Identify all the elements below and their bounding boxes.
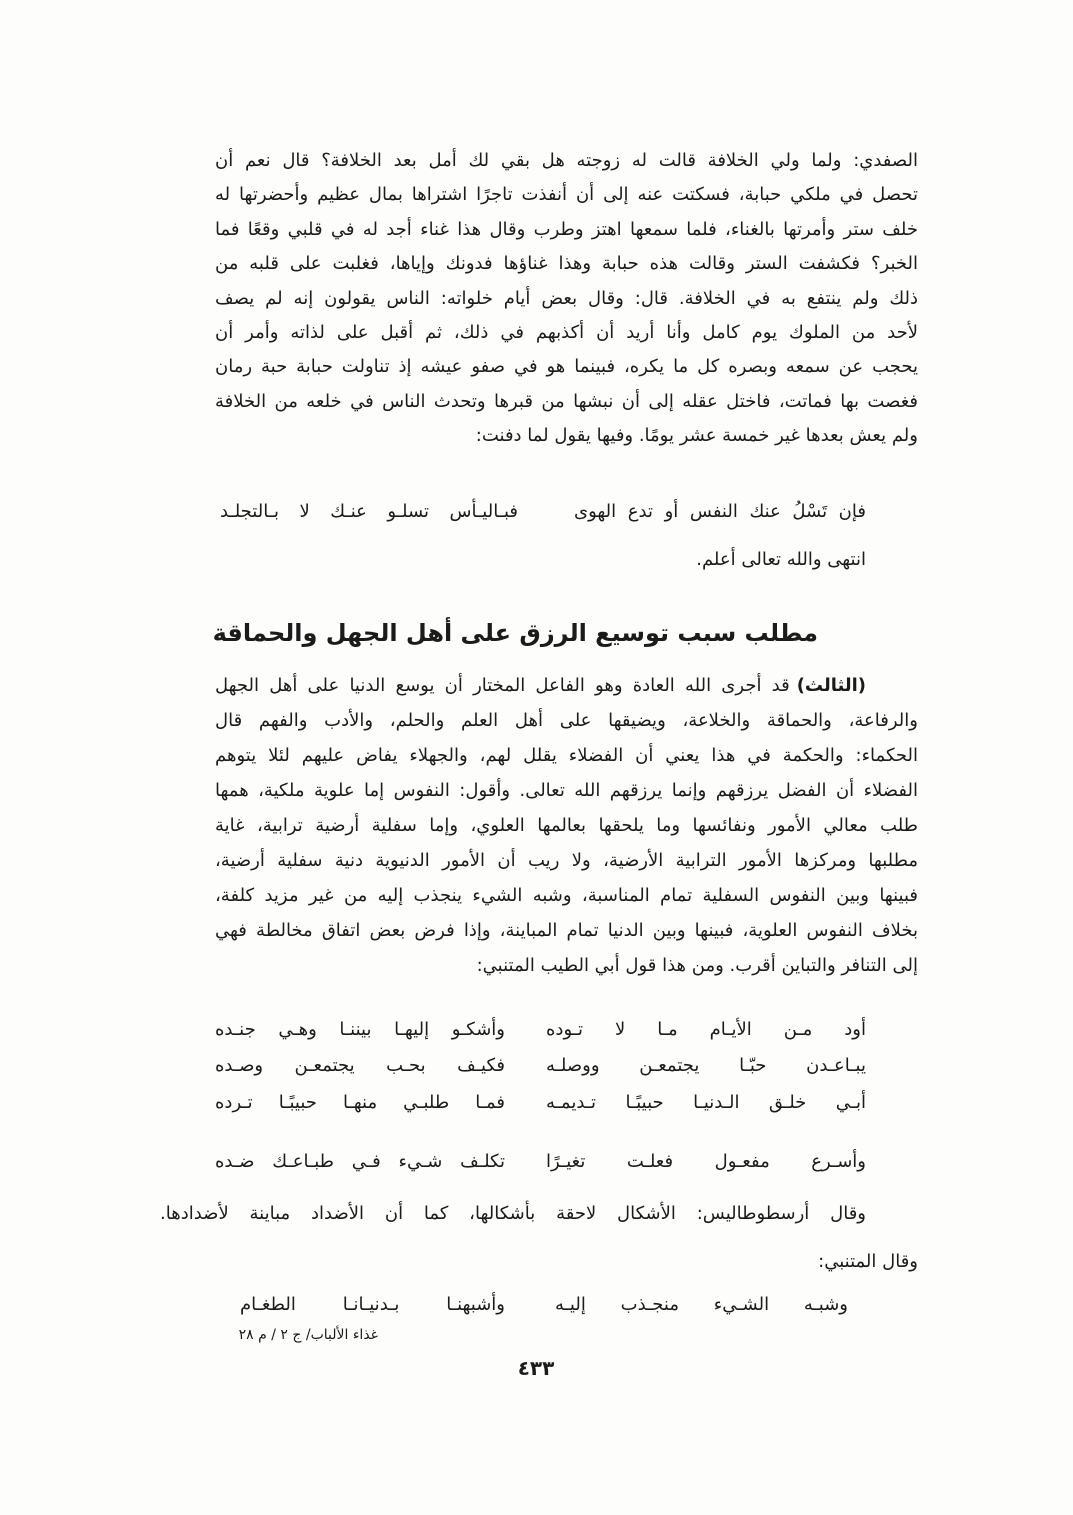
paragraph-1-line: ولم يعش بعدها غير خمسة عشر يومًا. وفيها يقول لما دفنت: <box>475 425 918 447</box>
paragraph-2-line: والرفاعة، والحماقة والخلاعة، ويضيقها على أهل العلم والحلم، والأدب والفهم قال <box>215 710 918 731</box>
verse-right-hemistich: وأسـرع مفعـول فعلـت تغيـرًا <box>546 1151 866 1172</box>
paragraph-1-line: ذلك ولم ينتفع به في الخلافة. قال: وقال بعض أيام خلواته: الناس يقولون إنه لم يصف <box>215 287 918 309</box>
aristotle-line: وقال أرسطوطاليس: الأشكال لاحقة بأشكالها، كما أن الأضداد مباينة لأضدادها. <box>160 1203 866 1224</box>
verse-3-right-hemistich: وشبـه الشـيء منجـذب إليـه <box>555 1294 848 1315</box>
paragraph-2-line: فبينها وبين النفوس السفلية تمام المناسبة، وشبه الشيء ينجذب إليه من غير مزيد كلفة، <box>215 885 918 906</box>
verse-1-right-hemistich: فإن تَسْلُ عنك النفس أو تدع الهوى <box>574 501 866 522</box>
paragraph-2-first-line <box>215 668 918 703</box>
paragraph-2-line: الحكماء: والحكمة في هذا يعني أن الفضلاء يقلل لهم، والجهلاء يفاض عليهم لئلا يتوهم <box>215 745 918 766</box>
section-heading: مطلب سبب توسيع الرزق على أهل الجهل والحماقة <box>212 619 818 647</box>
paragraph-1-line: الصفدي: ولما ولي الخلافة قالت له زوجته هل بقي لك أمل بعد الخلافة؟ قال نعم أن <box>215 150 918 171</box>
paragraph-1-line: يحجب عن سمعه وبصره كل ما يكره، فبينما هو في صفو عيشه إذ تناولت حبابة حبة رمان <box>215 356 918 378</box>
paragraph-1-line: خلف ستر وأمرتها بالغناء، فلما سمعها اهتز وطرب وقال هذا غناء أجد له في قلبي وقعًا فما <box>215 218 918 240</box>
paragraph-2-line: الفضلاء أن الفضل يرزقهم وإنما يرزقهم الله تعالى. وأقول: النفوس إما علوية ملكية، همها <box>215 780 918 801</box>
page-number: ٤٣٣ <box>517 1356 555 1380</box>
paragraph-2-line: بخلاف النفوس العلوية، فبينها وبين الدنيا تمام المباينة، وإذا فرض بعض اتفاق مخالطة فهي <box>215 920 918 941</box>
paragraph-2-lead: (الثالث) <box>796 675 866 696</box>
verse-left-hemistich: وأشكـو إليهـا بيننـا وهـي جنـده <box>215 1019 505 1040</box>
mutanabbi-intro: وقال المتنبي: <box>818 1251 918 1272</box>
paragraph-1-line: تحصل في ملكي حبابة، فسكتت عنه إلى أن أنفذت تاجرًا اشتراها بمال عظيم وأحضرتها له <box>215 184 918 206</box>
verse-3-left-hemistich: وأشبهنـا بـدنيـانـا الطغـام <box>240 1294 505 1315</box>
verse-right-hemistich: أود مـن الأيـام مـا لا تـوده <box>546 1019 866 1040</box>
paragraph-1-line: لأحد من الملوك يوم كامل وأنا أريد أن أكذبهم في ذلك، ثم أقبل على لذاته وأمر أن <box>215 321 918 343</box>
paragraph-2 <box>215 668 918 983</box>
verse-left-hemistich: فمـا طلبـي منهـا حبيبًـا تـرده <box>215 1092 505 1113</box>
paragraph-2-first-line-text: قد أجرى الله العادة وهو الفاعل المختار أن يوسع الدنيا على أهل الجهل <box>215 675 790 696</box>
paragraph-1-line: فغصت بها فماتت، فاختل عقله إلى أن نبشها من قبرها وتحدث الناس في خلعه من الخلافة <box>215 390 918 412</box>
paragraph-2-line: إلى التنافر والتباين أقرب. ومن هذا قول أبي الطيب المتنبي: <box>476 955 918 976</box>
paragraph-1 <box>215 144 918 454</box>
paragraph-2-line: طلب معالي الأمور ونفائسها وما يلحقها بعالمها العلوي، وإما سفلية أرضية ترابية، غاية <box>215 815 918 836</box>
verse-left-hemistich: فكيـف بحـب يجتمعـن وصـده <box>215 1055 505 1076</box>
verse-1-left-hemistich: فبـاليـأس تسلـو عنـك لا بـالتجلـد <box>220 501 518 522</box>
paragraph-2-line: مطلبها ومركزها الأمور الترابية الأرضية، ولا ريب أن الأمور الدنيوية دنية سفلية أرضية، <box>215 850 918 871</box>
paragraph-1-line: الخبر؟ فكشفت الستر وقالت هذه حبابة وهذا غناؤها فدونك وإياها، فغلبت على قلبه من <box>215 253 918 275</box>
closing-line: انتهى والله تعالى أعلم. <box>696 549 866 570</box>
verse-right-hemistich: أبـي خلـق الـدنيـا حبيبًـا تـديمـه <box>546 1092 866 1113</box>
verse-left-hemistich: تكلـف شـيء فـي طبـاعـك ضـده <box>215 1151 505 1172</box>
footer-signature: غذاء الألباب/ ج ٢ / م ٢٨ <box>238 1327 378 1343</box>
verse-right-hemistich: يبـاعـدن حبّـا يجتمعـن ووصلـه <box>546 1055 866 1076</box>
